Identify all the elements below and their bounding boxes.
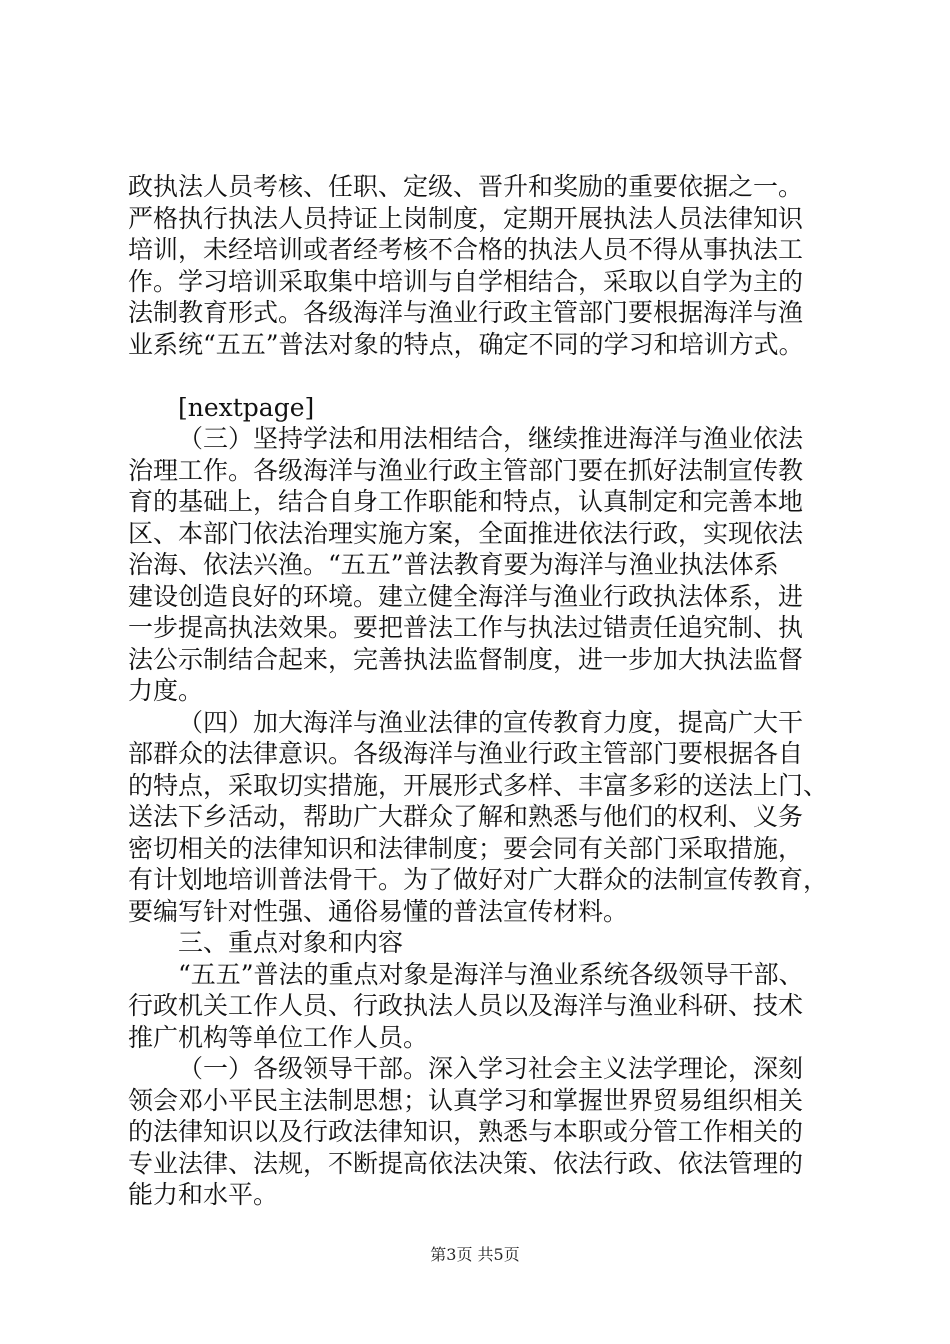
text-line: 建设创造良好的环境。建立健全海洋与渔业行政执法体系，进 xyxy=(128,581,804,611)
text-line: 作。学习培训采取集中培训与自学相结合，采取以自学为主的 xyxy=(128,266,804,296)
text-line: 严格执行执法人员持证上岗制度，定期开展执法人员法律知识 xyxy=(128,203,804,233)
text-line: 送法下乡活动，帮助广大群众了解和熟悉与他们的权利、义务 xyxy=(128,802,804,831)
text-line: 行政机关工作人员、行政执法人员以及海洋与渔业科研、技术 xyxy=(128,991,804,1020)
text-line: 领会邓小平民主法制思想；认真学习和掌握世界贸易组织相关 xyxy=(128,1085,804,1115)
text-line: 密切相关的法律知识和法律制度；要会同有关部门采取措施， xyxy=(128,833,804,863)
text-line: （四）加大海洋与渔业法律的宣传教育力度，提高广大干 xyxy=(178,707,804,737)
text-line: 部群众的法律意识。各级海洋与渔业行政主管部门要根据各自 xyxy=(128,739,804,768)
text-line: 育的基础上，结合自身工作职能和特点，认真制定和完善本地 xyxy=(128,487,804,516)
text-line: 治理工作。各级海洋与渔业行政主管部门要在抓好法制宣传教 xyxy=(128,455,804,485)
text-line: 治海、依法兴渔。“五五”普法教育要为海洋与渔业执法体系 xyxy=(128,550,779,579)
paragraph-gap xyxy=(128,360,858,392)
text-line: [nextpage] xyxy=(178,392,315,422)
text-line: （一）各级领导干部。深入学习社会主义法学理论，深刻 xyxy=(178,1054,804,1083)
text-line: 专业法律、法规，不断提高依法决策、依法行政、依法管理的 xyxy=(128,1148,804,1178)
text-line: 法公示制结合起来，完善执法监督制度，进一步加大执法监督 xyxy=(128,644,804,674)
text-line: 推广机构等单位工作人员。 xyxy=(128,1022,429,1052)
text-line: 区、本部门依法治理实施方案，全面推进依法行政，实现依法 xyxy=(128,518,804,548)
page-footer: 第3页 共5页 xyxy=(430,1245,520,1264)
text-line: 法制教育形式。各级海洋与渔业行政主管部门要根据海洋与渔 xyxy=(128,298,804,327)
text-line: “五五”普法的重点对象是海洋与渔业系统各级领导干部、 xyxy=(178,959,804,989)
text-line: 有计划地培训普法骨干。为了做好对广大群众的法制宣传教育， xyxy=(128,865,829,894)
text-line: 的特点，采取切实措施，开展形式多样、丰富多彩的送法上门、 xyxy=(128,770,829,800)
text-line: 三、重点对象和内容 xyxy=(178,928,404,957)
text-line: 培训，未经培训或者经考核不合格的执法人员不得从事执法工 xyxy=(128,235,804,264)
text-line: 政执法人员考核、任职、定级、晋升和奖励的重要依据之一。 xyxy=(128,172,804,201)
text-line: 力度。 xyxy=(128,676,204,705)
text-line: 的法律知识以及行政法律知识，熟悉与本职或分管工作相关的 xyxy=(128,1117,804,1146)
text-line: 一步提高执法效果。要把普法工作与执法过错责任追究制、执 xyxy=(128,613,804,642)
text-line: 能力和水平。 xyxy=(128,1180,279,1209)
document-body xyxy=(128,171,858,1211)
text-line: 要编写针对性强、通俗易懂的普法宣传材料。 xyxy=(128,896,629,926)
text-line: （三）坚持学法和用法相结合，继续推进海洋与渔业依法 xyxy=(178,424,804,453)
text-line: 业系统“五五”普法对象的特点，确定不同的学习和培训方式。 xyxy=(128,329,804,359)
